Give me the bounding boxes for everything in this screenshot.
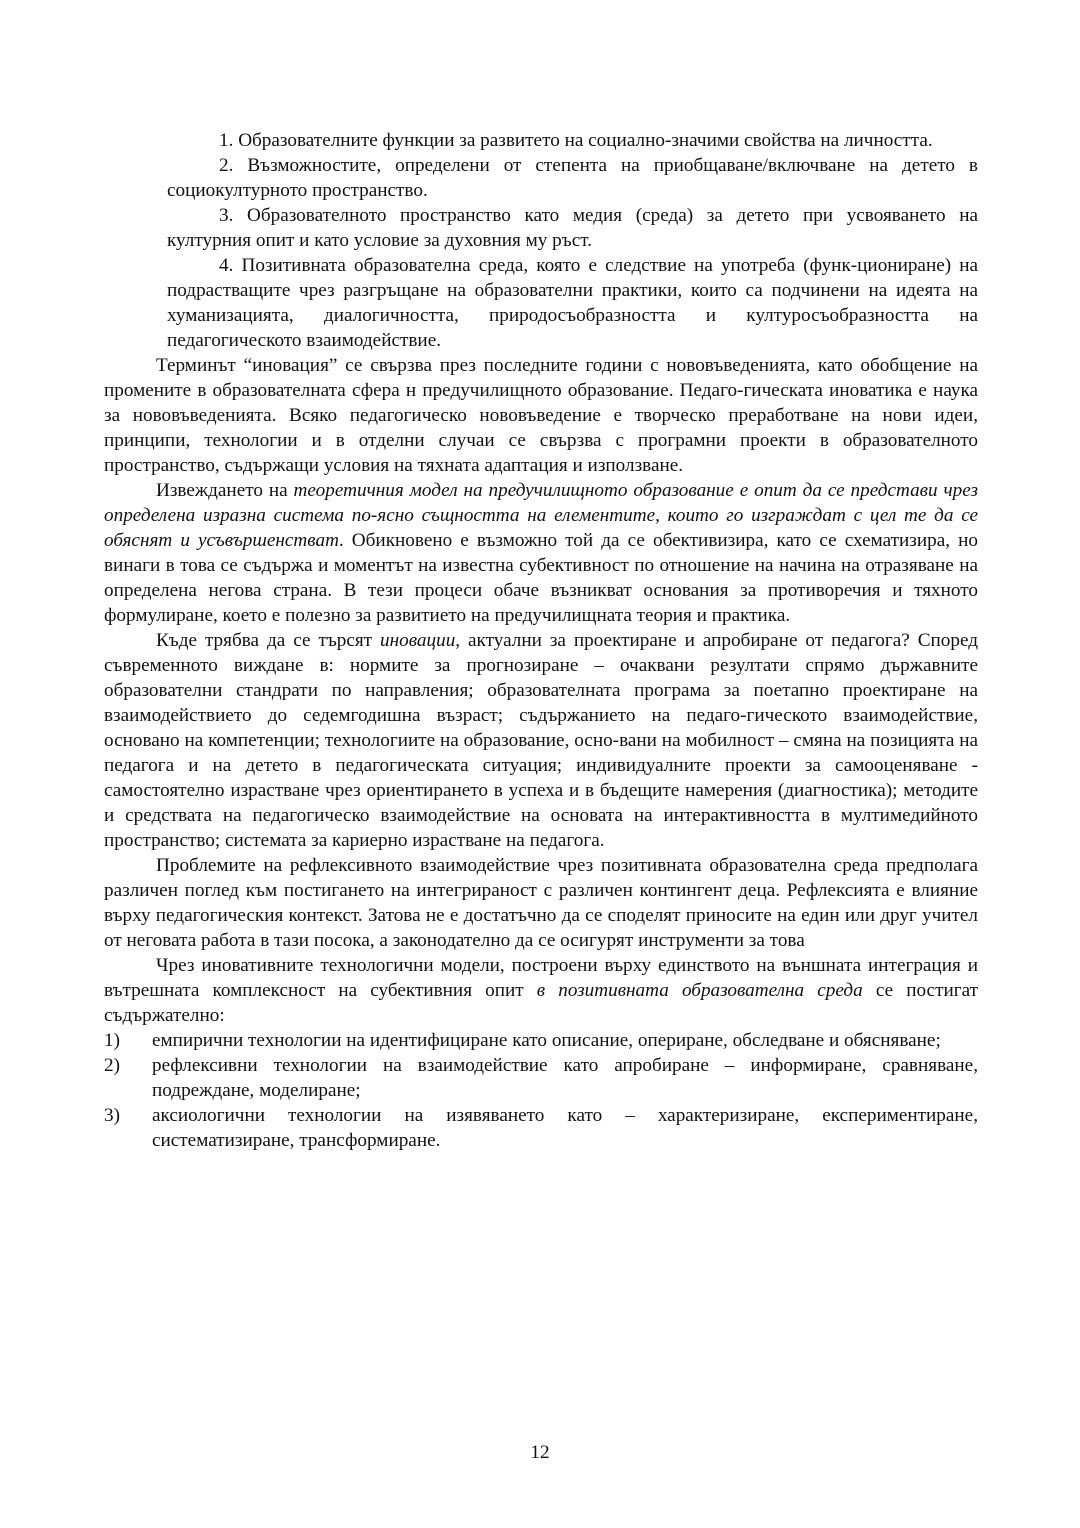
list-item — [104, 1028, 978, 1053]
italic-run: в позитивната образователна среда — [536, 980, 863, 1001]
paragraph-innovation-term: Терминът “иновация” се свързва през последните години с нововъведенията, като обобщение на промените в образователната сфера н предучилищното образование. Педаго-гическата иноватика е наука за нововъведенията. Всяко педагогическо нововъведение е творческо преработване на нови идеи, принципи, технологии и в отделни случаи се свързва с програмни проекти в образователното пространство, съдържащи условия на тяхната адаптация и използване. — [104, 355, 978, 476]
text-run: Чрез иновативните технологични модели, построени върху единството на външната интеграция и вътрешната комплексност на субективния опит — [104, 955, 978, 1001]
list-item-text: аксиологични технологии на изявяването като – характеризиране, експериментиране, систематизиране, трансформиране. — [152, 1105, 978, 1151]
text-run: Извеждането на — [156, 480, 294, 501]
list-item — [104, 1053, 978, 1103]
numbered-item-4: 4. Позитивната образователна среда, която е следствие на употреба (функ-циониране) на подрастващите чрез разгръщане на образователни практики, които са подчинени на идеята на хуманизацията, диалогичността, природосъобразността и културосъобразността на педагогическото взаимодействие. — [167, 255, 978, 351]
page-number: 12 — [530, 1442, 550, 1463]
body-text — [104, 128, 978, 1153]
numbered-item-2: 2. Възможностите, определени от степента на приобщаване/включване на детето в социокултурното пространство. — [167, 155, 978, 201]
paragraph-technological-models — [104, 953, 978, 1028]
numbered-item-3: 3. Образователното пространство като медия (среда) за детето при усвояването на културния опит и като условие за духовния му ръст. — [167, 205, 978, 251]
paragraph-theoretical-model — [104, 478, 978, 628]
italic-run: теоретичния модел на предучилищното образование е опит да се представи чрез определена изразна система по-ясно същността на елементите, които го изграждат с цел те да се обяснят и усъвършенстват — [104, 480, 978, 551]
list-item-number: 2) — [104, 1055, 120, 1076]
italic-run: иновации, — [380, 630, 461, 651]
text-run: . Обикновено е възможно той да се обективизира, като се схематизира, но винаги в това се съдържа и моментът на известна субективност по отношение на начина на отразяване на определена негова страна. В тези процеси обаче възникват основания за противоречия и тяхното формулиране, което е полезно за развитието на предучилищната теория и практика. — [104, 530, 978, 626]
list-item-text: емпирични технологии на идентифициране като описание, опериране, обследване и обясняване; — [152, 1030, 941, 1051]
list-item — [104, 1103, 978, 1153]
technology-list — [104, 1028, 978, 1153]
list-item-number: 1) — [104, 1030, 120, 1051]
numbered-item-1: 1. Образователните функции за развитето на социално-значими свойства на личността. — [219, 130, 933, 151]
paragraph-reflexive-problems: Проблемите на рефлексивното взаимодействие чрез позитивната образователна среда предполага различен поглед към постигането на интегрираност с различен контингент деца. Рефлексията е влияние върху педагогическия контекст. Затова не е достатъчно да се споделят приносите на един или друг учител от неговата работа в тази посока, а законодателно да се осигурят инструменти за това — [104, 855, 978, 951]
text-run: се постигат съдържателно: — [104, 980, 978, 1026]
list-item-text: рефлексивни технологии на взаимодействие като апробиране – информиране, сравняване, подреждане, моделиране; — [152, 1055, 978, 1101]
paragraph-where-innovations — [104, 628, 978, 853]
text-run: актуални за проектиране и апробиране от педагога? Според съвременното виждане в: нормите за прогнозиране – очаквани резултати спрямо държавните образователни стандрати по направления; образователната програма за поетапно проектиране на взаимодействието до седемгодишна възраст; съдържанието на педаго-гическото взаимодействие, основано на компетенции; технологиите на образование, осно-вани на мобилност – смяна на позицията на педагога и на детето в педагогическата ситуация; индивидуалните проекти за самооценяване - самостоятелно израстване чрез ориентирането в успеха и в бъдещите намерения (диагностика); методите и средствата на педагогическо взаимодействие на основата на интерактивността в мултимедийното пространство; системата за кариерно израстване на педагога. — [104, 630, 979, 851]
list-item-number: 3) — [104, 1105, 120, 1126]
text-run: Къде трябва да се търсят — [156, 630, 381, 651]
